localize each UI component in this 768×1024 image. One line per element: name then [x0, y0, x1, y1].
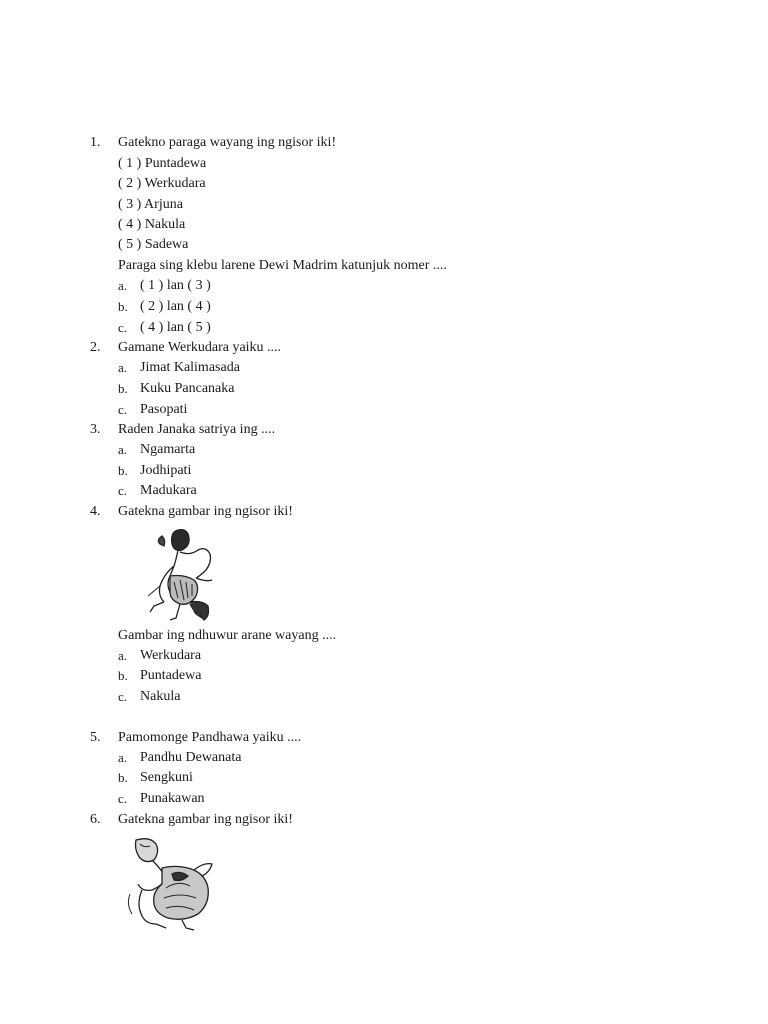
question-number: 5.	[90, 730, 101, 745]
option-text: Jodhipati	[140, 463, 192, 478]
question-number: 4.	[90, 504, 101, 519]
option-letter: b.	[118, 668, 128, 683]
option-text: ( 1 ) lan ( 3 )	[140, 278, 211, 293]
option-letter: b.	[118, 299, 128, 314]
list-item: ( 2 ) Werkudara	[118, 176, 206, 191]
option-text: Kuku Pancanaka	[140, 381, 235, 396]
option-text: Nakula	[140, 689, 181, 704]
option-letter: c.	[118, 402, 128, 417]
question-stem: Gambar ing ndhuwur arane wayang ....	[118, 628, 337, 643]
option-text: Puntadewa	[140, 668, 202, 683]
option-text: ( 4 ) lan ( 5 )	[140, 320, 211, 335]
option-letter: c.	[118, 689, 128, 704]
question-prompt: Gatekno paraga wayang ing ngisor iki!	[118, 135, 337, 150]
list-item: ( 4 ) Nakula	[118, 217, 186, 232]
question-prompt: Pamomonge Pandhawa yaiku ....	[118, 730, 302, 745]
option-letter: c.	[118, 483, 128, 498]
question-number: 3.	[90, 422, 101, 437]
option-letter: a.	[118, 278, 128, 293]
question-prompt: Gatekna gambar ing ngisor iki!	[118, 812, 293, 827]
option-letter: b.	[118, 463, 128, 478]
option-letter: a.	[118, 442, 128, 457]
option-text: Ngamarta	[140, 442, 196, 457]
option-letter: a.	[118, 360, 128, 375]
option-text: Sengkuni	[140, 770, 193, 785]
question-stem: Paraga sing klebu larene Dewi Madrim katunjuk nomer ....	[118, 258, 447, 273]
question-prompt: Gamane Werkudara yaiku ....	[118, 340, 282, 355]
option-letter: a.	[118, 648, 128, 663]
list-item: ( 5 ) Sadewa	[118, 237, 189, 252]
option-text: Jimat Kalimasada	[140, 360, 240, 375]
option-text: Punakawan	[140, 791, 205, 806]
list-item: ( 1 ) Puntadewa	[118, 156, 207, 171]
option-letter: b.	[118, 770, 128, 785]
list-item: ( 3 ) Arjuna	[118, 197, 183, 212]
option-text: Madukara	[140, 483, 197, 498]
question-prompt: Raden Janaka satriya ing ....	[118, 422, 276, 437]
option-text: Werkudara	[140, 648, 202, 663]
question-number: 1.	[90, 135, 101, 150]
question-prompt: Gatekna gambar ing ngisor iki!	[118, 504, 293, 519]
option-letter: b.	[118, 381, 128, 396]
option-text: ( 2 ) lan ( 4 )	[140, 299, 211, 314]
option-letter: c.	[118, 791, 128, 806]
wayang-figure-image	[140, 526, 226, 622]
option-letter: a.	[118, 750, 128, 765]
question-number: 2.	[90, 340, 101, 355]
option-text: Pasopati	[140, 402, 188, 417]
wayang-figure-image	[122, 834, 218, 932]
option-text: Pandhu Dewanata	[140, 750, 242, 765]
question-number: 6.	[90, 812, 101, 827]
option-letter: c.	[118, 320, 128, 335]
